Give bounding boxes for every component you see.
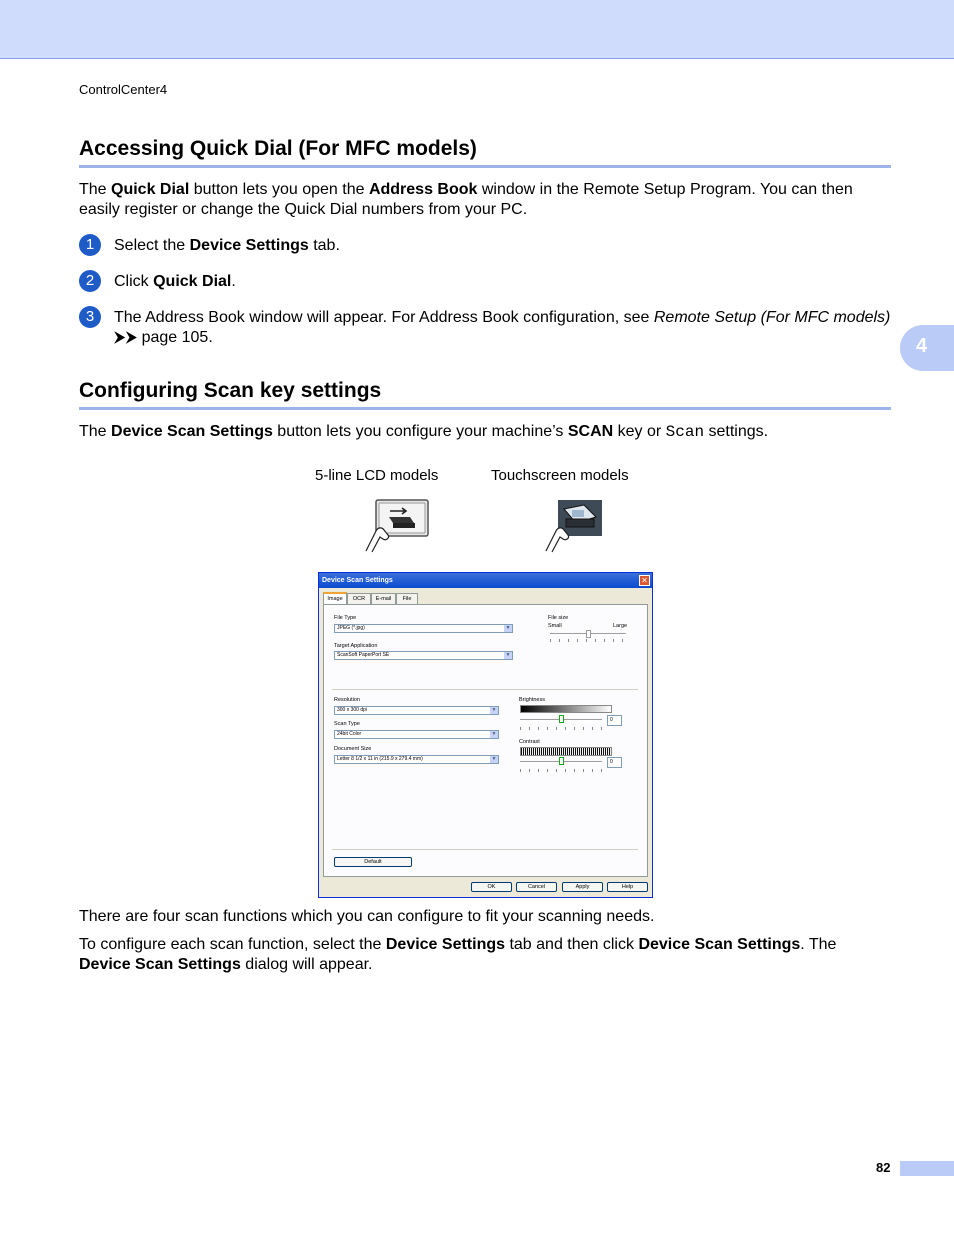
text-run: dialog will appear. bbox=[240, 956, 373, 973]
chapter-number: 4 bbox=[916, 335, 928, 357]
text-run: Click bbox=[114, 273, 154, 290]
contrast-value-field[interactable]: 0 bbox=[607, 757, 622, 768]
step-3 bbox=[79, 308, 891, 348]
intro-text: button lets you configure your machine’s bbox=[272, 423, 568, 440]
target-application-select[interactable] bbox=[334, 651, 513, 660]
contrast-ticks bbox=[520, 769, 602, 772]
file-size-label: File size bbox=[548, 615, 569, 621]
scan-type-value: 24bit Color bbox=[337, 731, 362, 737]
italic-reference: Remote Setup (For MFC models) bbox=[653, 309, 891, 326]
step-number-1: 1 bbox=[79, 234, 101, 256]
intro-text: settings. bbox=[704, 423, 769, 440]
text-run: tab and then click bbox=[505, 936, 639, 953]
brightness-slider[interactable] bbox=[559, 715, 564, 723]
file-size-large-label: Large bbox=[613, 623, 628, 629]
brightness-ticks bbox=[520, 727, 602, 730]
section-title-quick-dial: Accessing Quick Dial (For MFC models) bbox=[79, 137, 891, 168]
step-2-text bbox=[114, 272, 891, 292]
device-scan-settings-dialog bbox=[318, 572, 653, 898]
contrast-label: Contrast bbox=[519, 739, 540, 745]
intro-mono-scan: Scan bbox=[665, 423, 705, 441]
resolution-select[interactable] bbox=[334, 706, 499, 715]
step-2 bbox=[79, 272, 891, 292]
text-run: ⮞⮞ page 105. bbox=[114, 329, 213, 346]
text-run: window in the Remote Setup Program. You can then easily register or change the Quick Dial numbers from your PC. bbox=[79, 181, 853, 218]
top-header-band bbox=[0, 0, 954, 59]
text-run: tab. bbox=[308, 237, 340, 254]
step-1-text bbox=[114, 236, 891, 256]
file-size-ticks bbox=[550, 639, 626, 642]
chevron-down-icon: ▼ bbox=[491, 731, 497, 737]
text-run: button lets you open the bbox=[189, 181, 369, 198]
dialog-titlebar: Device Scan Settings bbox=[319, 573, 652, 588]
chevron-down-icon: ▼ bbox=[505, 625, 511, 631]
intro-bold-device-scan-settings: Device Scan Settings bbox=[111, 423, 273, 440]
divider bbox=[332, 849, 638, 850]
file-size-slider[interactable] bbox=[586, 630, 591, 638]
bold-term: Device Settings bbox=[385, 936, 506, 953]
image-tab-panel bbox=[323, 604, 648, 877]
brightness-gradient bbox=[520, 705, 612, 713]
brightness-value-field[interactable]: 0 bbox=[607, 715, 622, 726]
bold-term: Quick Dial bbox=[111, 181, 190, 198]
lcd-scan-button-icon bbox=[362, 497, 434, 553]
text-run: The bbox=[79, 181, 112, 198]
touchscreen-scan-button-icon bbox=[542, 497, 608, 553]
document-size-label: Document Size bbox=[334, 746, 372, 752]
configure-paragraph bbox=[79, 935, 891, 975]
document-size-value: Letter 8 1/2 x 11 in (215.9 x 279.4 mm) bbox=[337, 756, 423, 762]
default-button[interactable]: Default bbox=[334, 857, 412, 867]
target-application-label: Target Application bbox=[334, 643, 378, 649]
contrast-slider[interactable] bbox=[559, 757, 564, 765]
file-size-small-label: Small bbox=[548, 623, 562, 629]
document-size-select[interactable] bbox=[334, 755, 499, 764]
bold-term: Device Settings bbox=[189, 237, 309, 254]
caption-lcd-models: 5-line LCD models bbox=[315, 467, 439, 484]
tab-email[interactable]: E-mail bbox=[371, 593, 396, 604]
file-type-select[interactable] bbox=[334, 624, 513, 633]
file-type-value: JPEG (*.jpg) bbox=[337, 625, 365, 631]
tab-image[interactable]: Image bbox=[323, 592, 347, 604]
page-number: 82 bbox=[876, 1160, 891, 1175]
bold-term: Quick Dial bbox=[153, 273, 232, 290]
file-type-label: File Type bbox=[334, 615, 357, 621]
step-number-2: 2 bbox=[79, 270, 101, 292]
intro-text: The bbox=[79, 423, 112, 440]
bold-term: Address Book bbox=[368, 181, 478, 198]
help-button[interactable]: Help bbox=[607, 882, 648, 892]
caption-touchscreen-models: Touchscreen models bbox=[491, 467, 629, 484]
scan-functions-paragraph: There are four scan functions which you can configure to fit your scanning needs. bbox=[79, 908, 655, 925]
intro-bold-scan: SCAN bbox=[567, 423, 614, 440]
scan-key-intro bbox=[79, 422, 891, 442]
resolution-label: Resolution bbox=[334, 697, 360, 703]
bold-term: Device Scan Settings bbox=[79, 956, 241, 973]
chevron-down-icon: ▼ bbox=[505, 652, 511, 658]
bold-term: Device Scan Settings bbox=[638, 936, 801, 953]
text-run: To configure each scan function, select the bbox=[79, 936, 386, 953]
resolution-value: 300 x 300 dpi bbox=[337, 707, 368, 713]
step-3-text bbox=[114, 308, 891, 348]
scan-type-label: Scan Type bbox=[334, 721, 360, 727]
tab-ocr[interactable]: OCR bbox=[347, 593, 371, 604]
chevron-down-icon: ▼ bbox=[491, 707, 497, 713]
divider bbox=[332, 689, 638, 690]
chapter-tab bbox=[900, 325, 954, 371]
page-number-bar bbox=[900, 1161, 954, 1176]
scan-type-select[interactable] bbox=[334, 730, 499, 739]
text-run: . bbox=[231, 273, 236, 290]
running-title: ControlCenter4 bbox=[79, 82, 168, 97]
step-1 bbox=[79, 236, 891, 256]
text-run: The Address Book window will appear. For Address Book configuration, see bbox=[114, 309, 654, 326]
chevron-down-icon: ▼ bbox=[491, 756, 497, 762]
apply-button[interactable]: Apply bbox=[562, 882, 603, 892]
brightness-label: Brightness bbox=[519, 697, 545, 703]
step-number-3: 3 bbox=[79, 306, 101, 328]
text-run: Select the bbox=[114, 237, 190, 254]
target-application-value: ScanSoft PaperPort SE bbox=[337, 652, 390, 658]
section-title-scan-key: Configuring Scan key settings bbox=[79, 379, 891, 410]
close-icon[interactable]: ✕ bbox=[639, 575, 650, 586]
intro-text: key or bbox=[613, 423, 666, 440]
contrast-pattern bbox=[520, 747, 612, 756]
text-run: . The bbox=[800, 936, 837, 953]
quick-dial-intro bbox=[79, 180, 891, 220]
tab-file[interactable]: File bbox=[396, 593, 418, 604]
ok-button[interactable]: OK bbox=[471, 882, 512, 892]
cancel-button[interactable]: Cancel bbox=[516, 882, 557, 892]
